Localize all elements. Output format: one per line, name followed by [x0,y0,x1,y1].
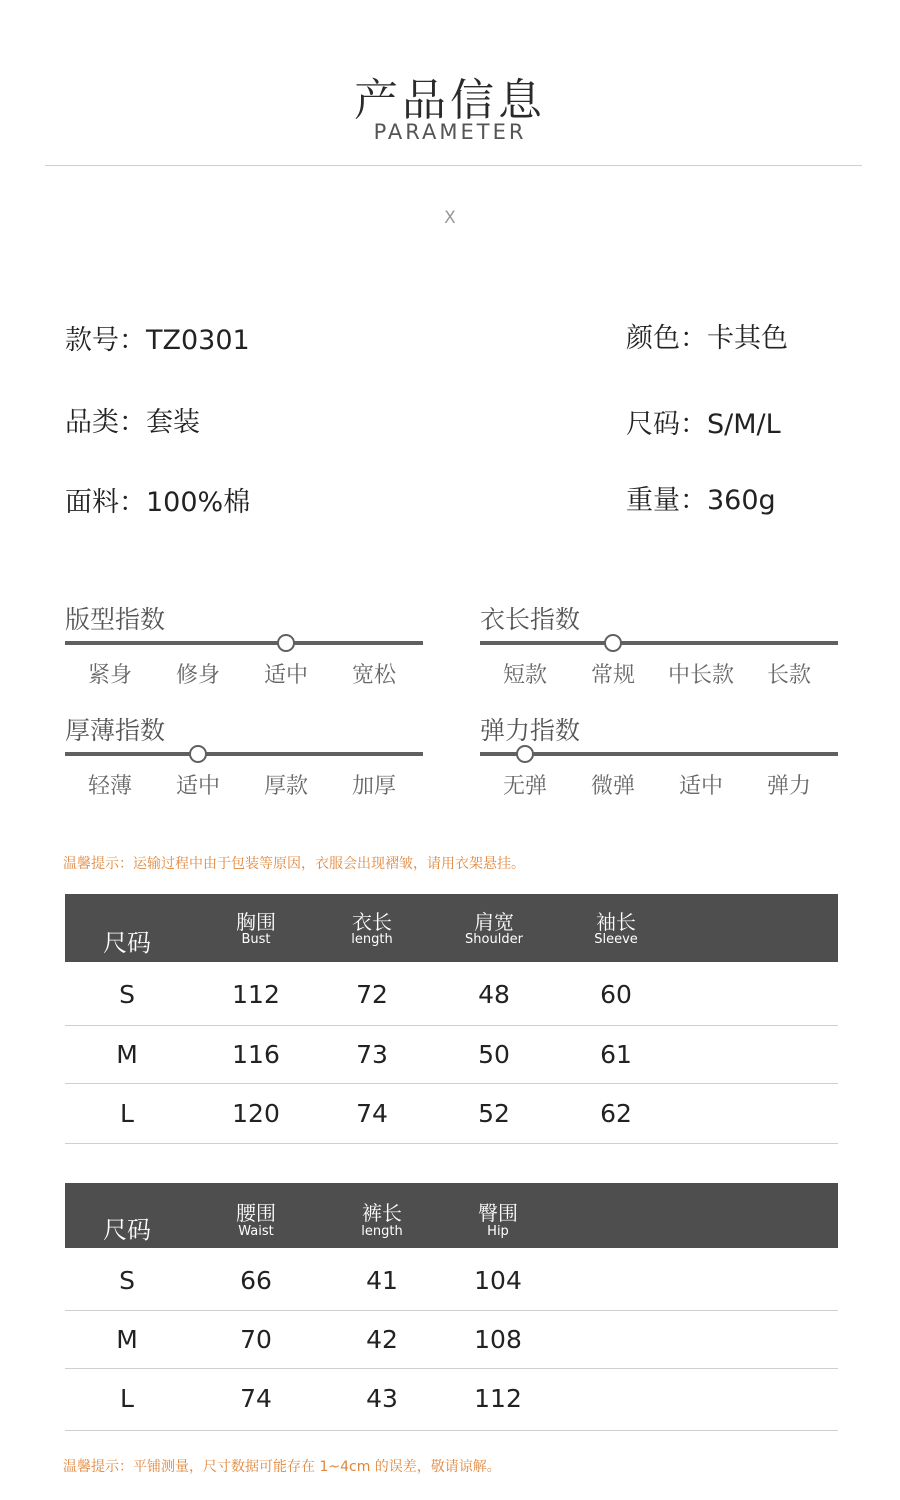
value-cell: 74 [356,1099,388,1128]
value-cell: 104 [474,1266,522,1295]
value-cell: 50 [478,1040,510,1069]
column-header-en: length [361,1224,403,1239]
value-cell: 61 [600,1040,632,1069]
index-option: 加厚 [351,774,396,799]
row-divider [65,1143,838,1144]
column-header-cn: 胸围 [236,910,276,934]
index-knob[interactable] [516,745,534,763]
value-cell: 52 [478,1099,510,1128]
column-header-cn: 衣长 [352,910,392,934]
value-cell: 60 [600,980,632,1009]
column-header-en: Sleeve [594,932,638,947]
index-option: 适中 [678,774,723,799]
value-cell: 66 [240,1266,272,1295]
size-cell: L [120,1099,134,1128]
value-cell: 42 [366,1325,398,1354]
index-title: 版型指数 [65,605,166,634]
column-header-cn: 臀围 [478,1201,518,1225]
bottom-size-header: 尺码 [103,1216,151,1244]
index-knob[interactable] [604,634,622,652]
value-cell: 73 [356,1040,388,1069]
column-header-en: Waist [238,1224,274,1239]
index-option: 中长款 [667,663,734,688]
index-option: 宽松 [351,663,396,688]
column-header-cn: 袖长 [596,910,636,934]
index-track [480,641,838,645]
index-knob[interactable] [277,634,295,652]
index-option: 无弹 [502,774,547,799]
value-cell: 70 [240,1325,272,1354]
value-cell: 41 [366,1266,398,1295]
value-cell: 116 [232,1040,280,1069]
row-divider [65,1310,838,1311]
page-title: 产品信息 [354,75,546,126]
column-header-en: Hip [487,1224,509,1239]
index-track [65,641,423,645]
size-cell: S [119,1266,135,1295]
index-option: 短款 [502,663,547,688]
index-title: 厚薄指数 [65,716,166,745]
size-cell: S [119,980,135,1009]
index-option: 微弹 [590,774,635,799]
index-option: 适中 [263,663,308,688]
size-range: 尺码：S/M/L [626,409,781,440]
size-cell: M [116,1325,138,1354]
row-divider [65,1083,838,1084]
size-cell: M [116,1040,138,1069]
size-cell: L [120,1384,134,1413]
color: 颜色：卡其色 [626,323,788,354]
row-divider [65,1430,838,1431]
value-cell: 74 [240,1384,272,1413]
index-option: 长款 [766,663,811,688]
page-subtitle: PARAMETER [373,120,527,144]
category: 品类：套装 [65,407,200,438]
index-option: 适中 [175,774,220,799]
measurement-tip: 温馨提示：平铺测量，尺寸数据可能存在 1~4cm 的误差，敬请谅解。 [63,1459,501,1475]
value-cell: 112 [474,1384,522,1413]
column-header-cn: 裤长 [362,1201,402,1225]
column-header-en: length [351,932,393,947]
value-cell: 48 [478,980,510,1009]
value-cell: 120 [232,1099,280,1128]
shipping-tip: 温馨提示：运输过程中由于包装等原因，衣服会出现褶皱，请用衣架悬挂。 [63,856,525,872]
header-divider [45,165,862,166]
value-cell: 112 [232,980,280,1009]
fabric: 面料：100%棉 [65,487,251,518]
index-option: 紧身 [87,663,132,688]
column-header-cn: 腰围 [236,1201,276,1225]
index-track [65,752,423,756]
index-option: 常规 [590,663,635,688]
value-cell: 72 [356,980,388,1009]
index-option: 厚款 [263,774,308,799]
close-icon[interactable]: X [444,208,456,228]
value-cell: 62 [600,1099,632,1128]
index-knob[interactable] [189,745,207,763]
index-option: 弹力 [766,774,811,799]
index-option: 轻薄 [87,774,132,799]
column-header-en: Bust [241,932,271,947]
index-title: 弹力指数 [480,716,581,745]
row-divider [65,1368,838,1369]
value-cell: 108 [474,1325,522,1354]
index-option: 修身 [175,663,220,688]
style-number: 款号：TZ0301 [65,325,250,356]
column-header-cn: 肩宽 [474,910,514,934]
value-cell: 43 [366,1384,398,1413]
index-title: 衣长指数 [480,605,581,634]
weight: 重量：360g [626,485,776,516]
column-header-en: Shoulder [465,932,523,947]
top-size-header: 尺码 [103,929,151,957]
row-divider [65,1025,838,1026]
